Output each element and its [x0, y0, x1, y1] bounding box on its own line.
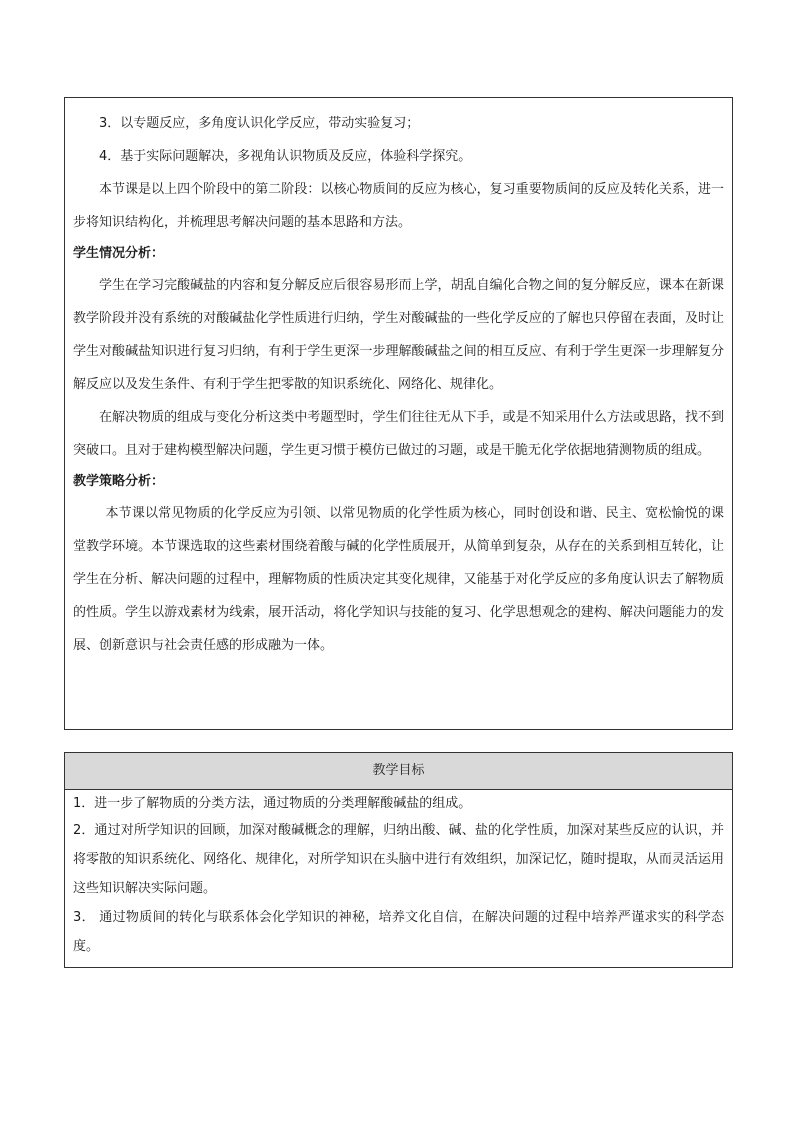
student-analysis-paragraph-1: 学生在学习完酸碱盐的内容和复分解反应后很容易形而上学，胡乱自编化合物之间的复分解反应，课本在新课教学阶段并没有系统的对酸碱盐化学性质进行归纳，学生对酸碱盐的一些化学反应的了解也只停留在表面，及时让学生对酸碱盐知识进行复习归纳，有利于学生更深一步理解酸碱盐之间的相互反应、有利于学生更深一步理解复分解反应以及发生条件、有利于学生把零散的知识系统化、网络化、规律化。	[73, 278, 724, 392]
student-analysis-paragraph-2: 在解决物质的组成与变化分析这类中考题型时，学生们往往无从下手，或是不知采用什么方法或思路，找不到突破口。且对于建构模型解决问题，学生更习惯于模仿已做过的习题，或是干脆无化学依据地猜测物质的组成。	[73, 410, 724, 458]
student-analysis-heading: 学生情况分析：	[73, 246, 165, 261]
objectives-box	[64, 752, 733, 968]
objectives-body	[65, 790, 732, 961]
objective-item-3: 3． 通过物质间的转化与联系体会化学知识的神秘，培养文化自信，在解决问题的过程中培养严谨求实的科学态度。	[73, 910, 724, 954]
analysis-box	[64, 97, 733, 730]
strategy-analysis-paragraph: 本节课以常见物质的化学反应为引领、以常见物质的化学性质为核心，同时创设和谐、民主、宽松愉悦的课堂教学环境。本节课选取的这些素材围绕着酸与碱的化学性质展开，从简单到复杂，从存在的关系到相互转化，让学生在分析、解决问题的过程中，理解物质的性质决定其变化规律，又能基于对化学反应的多角度认识去了解物质的性质。学生以游戏素材为线索，展开活动，将化学知识与技能的复习、化学思想观念的建构、解决问题能力的发展、创新意识与社会责任感的形成融为一体。	[73, 506, 724, 653]
stage-item-4: 4．基于实际问题解决，多视角认识物质及反应，体验科学探究。	[99, 149, 472, 164]
objective-item-2: 2．通过对所学知识的回顾，加深对酸碱概念的理解，归纳出酸、碱、盐的化学性质，加深对某些反应的认识，并将零散的知识系统化、网络化、规律化，对所学知识在头脑中进行有效组织，加深记忆，随时提取，从而灵活运用这些知识解决实际问题。	[73, 823, 724, 896]
objectives-header: 教学目标	[65, 753, 732, 790]
strategy-analysis-heading: 教学策略分析：	[73, 474, 165, 489]
stage-item-3: 3．以专题反应，多角度认识化学反应，带动实验复习；	[99, 116, 420, 131]
objective-item-1: 1．进一步了解物质的分类方法，通过物质的分类理解酸碱盐的组成。	[73, 796, 472, 811]
stage-summary: 本节课是以上四个阶段中的第二阶段：以核心物质间的反应为核心，复习重要物质间的反应及转化关系，进一步将知识结构化，并梳理思考解决问题的基本思路和方法。	[73, 182, 724, 230]
